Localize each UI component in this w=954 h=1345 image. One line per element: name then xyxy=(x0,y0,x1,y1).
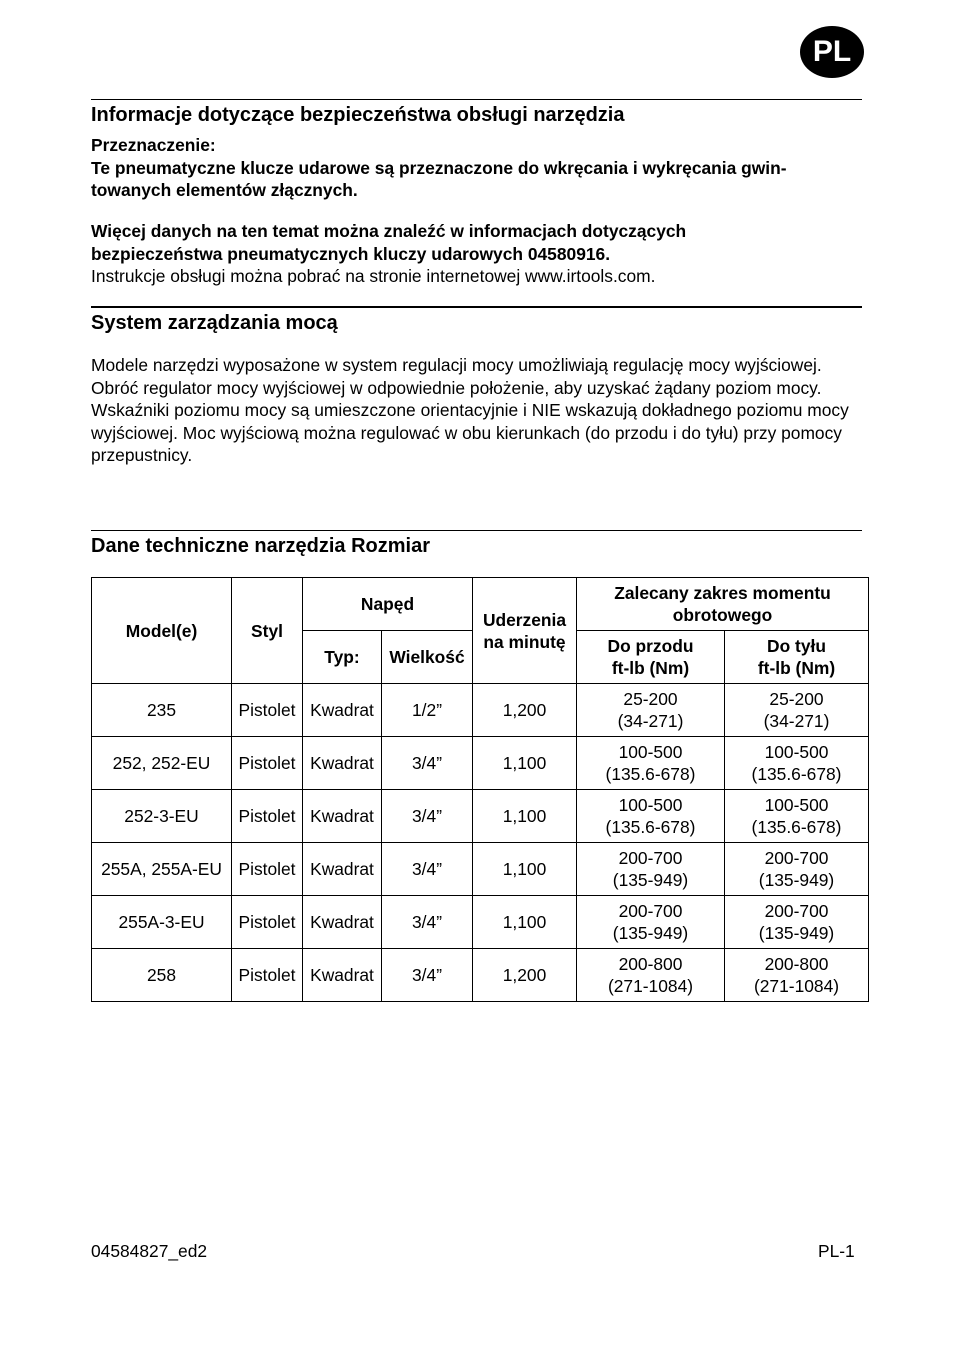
cell-forward-ftlb: 100-500 xyxy=(618,742,683,762)
cell-style: Pistolet xyxy=(232,896,303,949)
power-paragraph-1: Modele narzędzi wyposażone w system regulacji mocy umożliwiają regulację mocy wyjściowej. xyxy=(91,355,822,375)
table-row xyxy=(92,684,869,737)
header-reverse-line1: Do tyłu xyxy=(767,636,826,656)
cell-drive-type: Kwadrat xyxy=(303,790,382,843)
cell-forward xyxy=(577,790,725,843)
header-style: Styl xyxy=(232,578,303,684)
cell-drive-size: 3/4” xyxy=(382,949,473,1002)
cell-reverse-ftlb: 25-200 xyxy=(769,689,824,709)
cell-forward-nm: (135.6-678) xyxy=(605,764,696,784)
cell-drive-size: 3/4” xyxy=(382,790,473,843)
cell-impacts: 1,100 xyxy=(473,737,577,790)
cell-reverse-ftlb: 200-700 xyxy=(764,848,829,868)
header-impacts-line1: Uderzenia xyxy=(482,609,567,630)
section-title-power: System zarządzania mocą xyxy=(91,312,338,334)
section-title-spec: Dane techniczne narzędzia Rozmiar xyxy=(91,535,430,557)
cell-reverse-ftlb: 200-800 xyxy=(764,954,829,974)
cell-forward xyxy=(577,843,725,896)
header-forward-line1: Do przodu xyxy=(607,636,694,656)
cell-model: 252-3-EU xyxy=(92,790,232,843)
cell-reverse-ftlb: 200-700 xyxy=(764,901,829,921)
cell-reverse-nm: (135.6-678) xyxy=(751,764,842,784)
cell-impacts: 1,200 xyxy=(473,684,577,737)
cell-impacts: 1,100 xyxy=(473,896,577,949)
header-model: Model(e) xyxy=(92,578,232,684)
cell-drive-size: 3/4” xyxy=(382,896,473,949)
cell-reverse-nm: (34-271) xyxy=(763,711,830,731)
more-info-line2: bezpieczeństwa pneumatycznych kluczy udarowych 04580916. xyxy=(91,243,611,264)
cell-forward-nm: (34-271) xyxy=(617,711,684,731)
cell-forward-ftlb: 200-800 xyxy=(618,954,683,974)
cell-style: Pistolet xyxy=(232,843,303,896)
header-drive-size: Wielkość xyxy=(382,631,473,684)
cell-forward-ftlb: 200-700 xyxy=(618,848,683,868)
cell-impacts: 1,100 xyxy=(473,790,577,843)
table-row xyxy=(92,737,869,790)
cell-reverse xyxy=(725,737,869,790)
cell-drive-type: Kwadrat xyxy=(303,737,382,790)
purpose-label: Przeznaczenie: xyxy=(91,135,216,155)
download-info: Instrukcje obsługi można pobrać na stronie internetowej www.irtools.com. xyxy=(91,266,656,286)
language-badge: PL xyxy=(800,26,864,78)
cell-model: 255A-3-EU xyxy=(92,896,232,949)
divider-spec xyxy=(91,530,862,531)
cell-drive-type: Kwadrat xyxy=(303,896,382,949)
cell-forward xyxy=(577,737,725,790)
cell-forward-nm: (135-949) xyxy=(612,923,689,943)
header-reverse xyxy=(725,631,869,684)
more-info-line1: Więcej danych na ten temat można znaleźć w informacjach dotyczących xyxy=(91,221,687,241)
cell-reverse xyxy=(725,896,869,949)
cell-reverse xyxy=(725,684,869,737)
table-row xyxy=(92,790,869,843)
header-drive: Napęd xyxy=(303,578,473,631)
cell-reverse xyxy=(725,949,869,1002)
cell-reverse-nm: (135-949) xyxy=(758,870,835,890)
header-forward xyxy=(577,631,725,684)
table-row xyxy=(92,949,869,1002)
cell-drive-type: Kwadrat xyxy=(303,684,382,737)
cell-drive-size: 3/4” xyxy=(382,843,473,896)
header-torque-line2: obrotowego xyxy=(672,605,773,625)
footer-page-number: PL-1 xyxy=(818,1241,855,1261)
cell-style: Pistolet xyxy=(232,737,303,790)
cell-model: 255A, 255A-EU xyxy=(92,843,232,896)
section-title-safety: Informacje dotyczące bezpieczeństwa obsługi narzędzia xyxy=(91,104,625,126)
cell-drive-size: 1/2” xyxy=(382,684,473,737)
cell-reverse-nm: (135-949) xyxy=(758,923,835,943)
header-torque-line1: Zalecany zakres momentu xyxy=(614,583,831,603)
header-impacts xyxy=(473,578,577,684)
cell-reverse-ftlb: 100-500 xyxy=(764,742,829,762)
spec-table xyxy=(91,577,869,1002)
header-reverse-line2: ft-lb (Nm) xyxy=(757,658,836,678)
cell-reverse xyxy=(725,843,869,896)
cell-forward-nm: (135-949) xyxy=(612,870,689,890)
cell-model: 252, 252-EU xyxy=(92,737,232,790)
footer-doc-id: 04584827_ed2 xyxy=(91,1241,208,1261)
cell-forward xyxy=(577,896,725,949)
power-description xyxy=(91,354,863,467)
cell-forward xyxy=(577,949,725,1002)
power-paragraph-3: Wskaźniki poziomu mocy są umieszczone orientacyjnie i NIE wskazują dokładnego poziomu mocy wyjściowej. Moc wyjściową można regulować w obu kierunkach (do przodu i do tyłu) przy pomocy przepustnicy. xyxy=(91,400,849,465)
cell-style: Pistolet xyxy=(232,790,303,843)
cell-forward-ftlb: 200-700 xyxy=(618,901,683,921)
cell-forward-ftlb: 25-200 xyxy=(623,689,678,709)
cell-model: 235 xyxy=(92,684,232,737)
header-torque xyxy=(577,578,869,631)
cell-reverse xyxy=(725,790,869,843)
header-forward-line2: ft-lb (Nm) xyxy=(611,658,690,678)
cell-style: Pistolet xyxy=(232,684,303,737)
table-row xyxy=(92,896,869,949)
cell-forward-nm: (135.6-678) xyxy=(605,817,696,837)
purpose-block xyxy=(91,134,863,202)
cell-style: Pistolet xyxy=(232,949,303,1002)
purpose-text-line2: towanych elementów złącznych. xyxy=(91,180,358,200)
cell-drive-type: Kwadrat xyxy=(303,949,382,1002)
cell-impacts: 1,200 xyxy=(473,949,577,1002)
cell-drive-type: Kwadrat xyxy=(303,843,382,896)
power-paragraph-2: Obróć regulator mocy wyjściowej w odpowiednie położenie, aby uzyskać żądany poziom mocy. xyxy=(91,377,822,398)
table-row xyxy=(92,843,869,896)
cell-reverse-nm: (135.6-678) xyxy=(751,817,842,837)
cell-model: 258 xyxy=(92,949,232,1002)
cell-forward-nm: (271-1084) xyxy=(607,976,694,996)
cell-impacts: 1,100 xyxy=(473,843,577,896)
divider-top xyxy=(91,99,862,100)
cell-reverse-nm: (271-1084) xyxy=(753,976,840,996)
purpose-text-line1: Te pneumatyczne klucze udarowe są przeznaczone do wkręcania i wykręcania gwin- xyxy=(91,157,787,178)
header-impacts-line2: na minutę xyxy=(483,631,566,652)
more-info-block xyxy=(91,220,863,288)
divider-power xyxy=(91,306,862,308)
header-drive-type: Typ: xyxy=(303,631,382,684)
cell-forward xyxy=(577,684,725,737)
cell-reverse-ftlb: 100-500 xyxy=(764,795,829,815)
cell-forward-ftlb: 100-500 xyxy=(618,795,683,815)
cell-drive-size: 3/4” xyxy=(382,737,473,790)
